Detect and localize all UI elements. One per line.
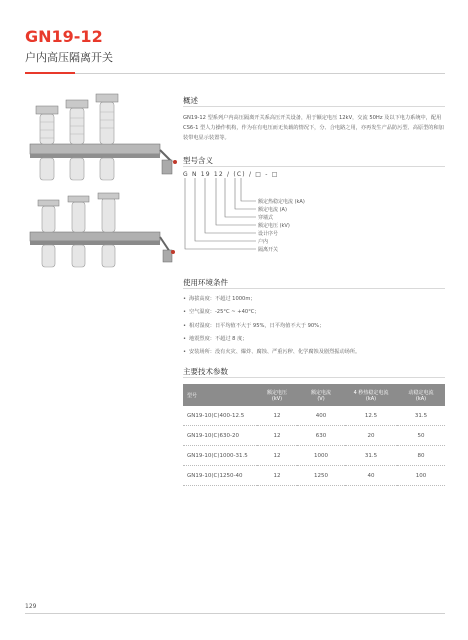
title-rule	[75, 73, 445, 74]
overview-text: GN19-12 型系列户内高压隔离开关系高压开关设备，用于额定电压 12kV，交流 50Hz 及以下电力系统中，配用 CS6-1 型人力操作机构，作为在有电压而无负载的情况下，分、合电路之用，亦再发生产品防污型、高原型的和加装带电显示装置等。	[183, 115, 444, 141]
table-cell: 12.5	[345, 406, 397, 426]
model-legend-diagram	[183, 178, 263, 258]
table-row	[183, 406, 445, 426]
table-cell: GN19-10(C)630-20	[183, 426, 257, 446]
footer-rule	[25, 613, 445, 614]
table-row	[183, 446, 445, 466]
page-subtitle: 户内高压隔离开关	[25, 51, 113, 64]
table-cell: 31.5	[345, 446, 397, 466]
model-legend-item: 额定电流 (A)	[258, 207, 287, 213]
table-cell: 630	[297, 426, 345, 446]
table-cell: 100	[397, 466, 445, 486]
product-image-top	[22, 92, 177, 187]
title-rule-accent	[25, 72, 75, 74]
table-cell: 12	[257, 426, 297, 446]
table-cell: GN19-10(C)1250-40	[183, 466, 257, 486]
params-table	[183, 384, 445, 486]
params-divider	[183, 377, 445, 378]
column-header: 额定电流 (V)	[297, 384, 345, 406]
model-legend-item: 隔离开关	[258, 247, 279, 253]
column-header: 型号	[183, 384, 257, 406]
model-legend-item: 额定电压 (kV)	[258, 223, 290, 229]
conditions-heading: 使用环境条件	[183, 278, 228, 287]
list-item: • 海拔高度：不超过 1000m；	[183, 296, 256, 302]
column-header: 额定电压 (kV)	[257, 384, 297, 406]
model-legend-item: 户内	[258, 239, 269, 245]
list-item: • 地震烈度：不超过 8 度；	[183, 335, 248, 342]
table-row	[183, 466, 445, 486]
list-item: • 安装场所：没有火灾、爆炸、腐蚀、严重污秽、化学腐蚀及剧烈振动场所。	[183, 349, 361, 356]
overview-divider	[183, 106, 445, 107]
table-header-row	[183, 384, 445, 406]
page-number: 129	[25, 603, 37, 610]
table-cell: 20	[345, 426, 397, 446]
table-cell: GN19-10(C)1000-31.5	[183, 446, 257, 466]
model-legend-item: 穿墙式	[258, 215, 274, 221]
model-legend-item: 额定热稳定电流 (kA)	[258, 199, 305, 205]
table-cell: 12	[257, 466, 297, 486]
table-cell: 12	[257, 446, 297, 466]
table-cell: 400	[297, 406, 345, 426]
params-heading: 主要技术参数	[183, 367, 228, 376]
table-cell: GN19-10(C)400-12.5	[183, 406, 257, 426]
conditions-divider	[183, 288, 445, 289]
model-heading: 型号含义	[183, 156, 213, 165]
table-row	[183, 426, 445, 446]
model-legend-item: 设计序号	[258, 231, 279, 237]
table-cell: 1000	[297, 446, 345, 466]
table-cell: 80	[397, 446, 445, 466]
table-cell: 40	[345, 466, 397, 486]
table-cell: 31.5	[397, 406, 445, 426]
list-item: • 空气温度：-25°C ~ +40°C；	[183, 309, 260, 316]
table-cell: 1250	[297, 466, 345, 486]
table-cell: 50	[397, 426, 445, 446]
column-header: 动稳定电流 (kA)	[397, 384, 445, 406]
conditions-list	[183, 295, 445, 361]
column-header: 4 秒热稳定电流 (kA)	[345, 384, 397, 406]
product-image-bottom	[22, 192, 177, 274]
model-code: G N 19 12 / (C) / □ - □	[183, 171, 279, 178]
page-title: GN19-12	[25, 27, 103, 46]
list-item: • 相对湿度：日平均值不大于 95%，日平均值不大于 90%；	[183, 322, 325, 329]
model-divider	[183, 166, 445, 167]
table-cell: 12	[257, 406, 297, 426]
overview-heading: 概述	[183, 96, 198, 105]
